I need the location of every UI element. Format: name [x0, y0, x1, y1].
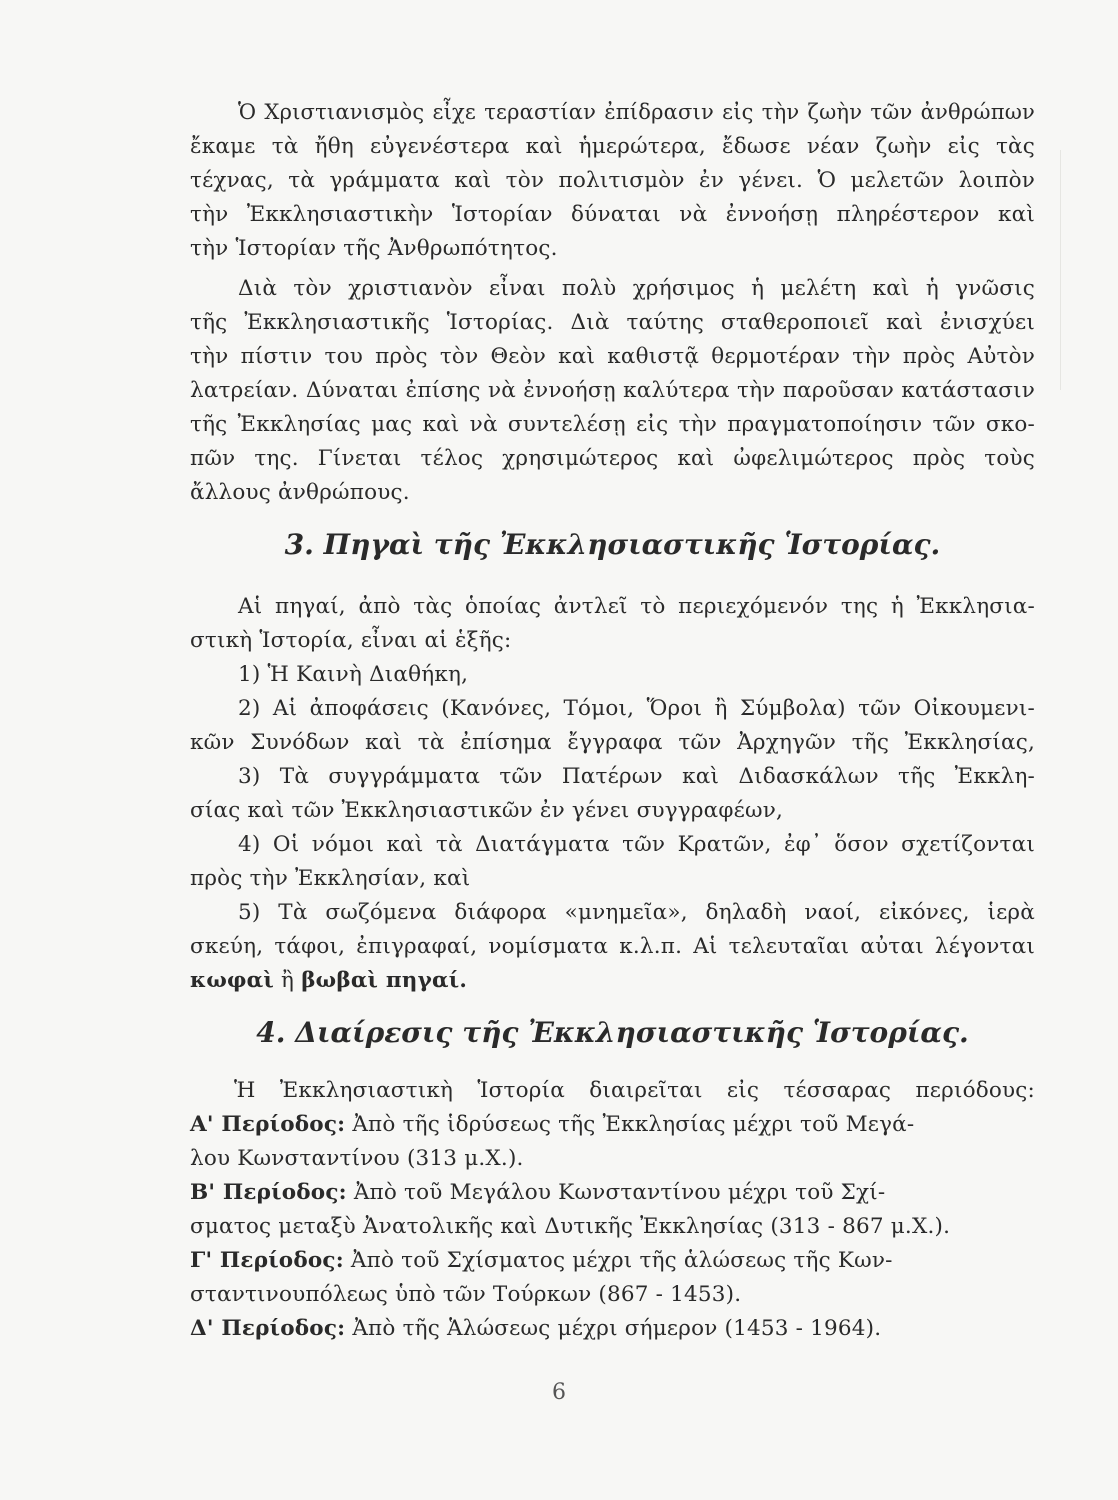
source-item-5: 5) Τὰ σωζόμενα διάφορα «μνημεῖα», δηλαδὴ ναοί, εἰκόνες, ἱερὰ	[238, 900, 1035, 925]
period-b-text: Ἀπὸ τοῦ Μεγάλου Κωνσταντίνου μέχρι τοῦ Σχί-	[353, 1180, 886, 1205]
p1-line-2: ἔκαμε τὰ ἤθη εὐγενέστερα καὶ ἡμερώτερα, ἔδωσε νέαν ζωὴν εἰς τὰς	[190, 134, 1035, 159]
page-number: 6	[552, 1380, 566, 1405]
source-item-2-cont: κῶν Συνόδων καὶ τὰ ἐπίσημα ἔγγραφα τῶν Ἀρχηγῶν τῆς Ἐκκλησίας,	[190, 730, 1035, 755]
p2-line-4: λατρείαν. Δύναται ἐπίσης νὰ ἐννοήσῃ καλύτερα τὴν παροῦσαν κατάστασιν	[190, 378, 1035, 403]
section-4-heading: 4. Διαίρεσις τῆς Ἐκκλησιαστικῆς Ἱστορίας.	[256, 1016, 969, 1049]
s4-intro: Ἡ Ἐκκλησιαστικὴ Ἱστορία διαιρεῖται εἰς τέσσαρας περιόδους:	[234, 1078, 1035, 1103]
deaf-sources-term: κωφαὶ	[190, 968, 274, 993]
period-c-cont: σταντινουπόλεως ὑπὸ τῶν Τούρκων (867 - 1453).	[190, 1282, 742, 1307]
p1-line-3: τέχνας, τὰ γράμματα καὶ τὸν πολιτισμὸν ἐν γένει. Ὁ μελετῶν λοιπὸν	[190, 168, 1035, 193]
p2-line-6: πῶν της. Γίνεται τέλος χρησιμώτερος καὶ ὠφελιμώτερος πρὸς τοὺς	[190, 446, 1035, 471]
p2-line-1: Διὰ τὸν χριστιανὸν εἶναι πολὺ χρήσιμος ἡ μελέτη καὶ ἡ γνῶσις	[238, 276, 1035, 301]
source-item-5-end	[190, 964, 1035, 997]
period-b-label: Β' Περίοδος:	[190, 1180, 347, 1205]
period-c	[190, 1244, 1035, 1277]
p2-line-3: τὴν πίστιν του πρὸς τὸν Θεὸν καὶ καθιστᾷ θερμοτέραν τὴν πρὸς Αὐτὸν	[190, 344, 1035, 369]
period-c-text: Ἀπὸ τοῦ Σχίσματος μέχρι τῆς ἁλώσεως τῆς Κων-	[350, 1248, 893, 1273]
period-d	[190, 1312, 1035, 1345]
p2-line-7: ἄλλους ἀνθρώπους.	[190, 480, 410, 505]
source-item-2: 2) Αἱ ἀποφάσεις (Κανόνες, Τόμοι, Ὅροι ἢ Σύμβολα) τῶν Οἰκουμενι-	[238, 696, 1035, 721]
source-item-4: 4) Οἱ νόμοι καὶ τὰ Διατάγματα τῶν Κρατῶν, ἐφ᾽ ὅσον σχετίζονται	[238, 832, 1035, 857]
or-word: ἢ	[281, 968, 295, 993]
source-item-1: 1) Ἡ Καινὴ Διαθήκη,	[238, 662, 469, 687]
period-d-label: Δ' Περίοδος:	[190, 1316, 346, 1341]
period-a-text: Ἀπὸ τῆς ἱδρύσεως τῆς Ἐκκλησίας μέχρι τοῦ Μεγά-	[352, 1112, 915, 1137]
s3-line-2: στικὴ Ἱστορία, εἶναι αἱ ἑξῆς:	[190, 628, 512, 653]
p2-line-5: τῆς Ἐκκλησίας μας καὶ νὰ συντελέσῃ εἰς τὴν πραγματοποίησιν τῶν σκο-	[190, 412, 1035, 437]
mute-sources-term: βωβαὶ πηγαί.	[301, 968, 468, 993]
p2-line-2: τῆς Ἐκκλησιαστικῆς Ἱστορίας. Διὰ ταύτης σταθεροποιεῖ καὶ ἐνισχύει	[190, 310, 1035, 335]
period-c-label: Γ' Περίοδος:	[190, 1248, 344, 1273]
s3-line-1: Αἱ πηγαί, ἀπὸ τὰς ὁποίας ἀντλεῖ τὸ περιεχόμενόν της ἡ Ἐκκλησια-	[238, 594, 1035, 619]
period-a-label: Α' Περίοδος:	[190, 1112, 346, 1137]
bleed-through-mark	[1060, 150, 1118, 390]
section-3-heading: 3. Πηγαὶ τῆς Ἐκκλησιαστικῆς Ἱστορίας.	[284, 528, 941, 561]
p1-line-1: Ὁ Χριστιανισμὸς εἶχε τεραστίαν ἐπίδρασιν εἰς τὴν ζωὴν τῶν ἀνθρώπων	[238, 100, 1035, 124]
period-d-text: Ἀπὸ τῆς Ἁλώσεως μέχρι σήμερον (1453 - 1964).	[352, 1316, 882, 1341]
source-item-5-cont: σκεύη, τάφοι, ἐπιγραφαί, νομίσματα κ.λ.π. Αἱ τελευταῖαι αὐται λέγονται	[190, 934, 1035, 959]
period-b-cont: σματος μεταξὺ Ἀνατολικῆς καὶ Δυτικῆς Ἐκκλησίας (313 - 867 μ.Χ.).	[190, 1214, 951, 1239]
period-a-cont: λου Κωνσταντίνου (313 μ.Χ.).	[190, 1146, 524, 1171]
p1-line-5: τὴν Ἱστορίαν τῆς Ἀνθρωπότητος.	[190, 236, 558, 261]
period-b	[190, 1176, 1035, 1209]
source-item-4-cont: πρὸς τὴν Ἐκκλησίαν, καὶ	[190, 866, 471, 891]
period-a	[190, 1108, 1035, 1141]
source-item-3: 3) Τὰ συγγράμματα τῶν Πατέρων καὶ Διδασκάλων τῆς Ἐκκλη-	[238, 764, 1035, 789]
source-item-3-cont: σίας καὶ τῶν Ἐκκλησιαστικῶν ἐν γένει συγγραφέων,	[190, 798, 784, 823]
p1-line-4: τὴν Ἐκκλησιαστικὴν Ἱστορίαν δύναται νὰ ἐννοήσῃ πληρέστερον καὶ	[190, 202, 1035, 227]
